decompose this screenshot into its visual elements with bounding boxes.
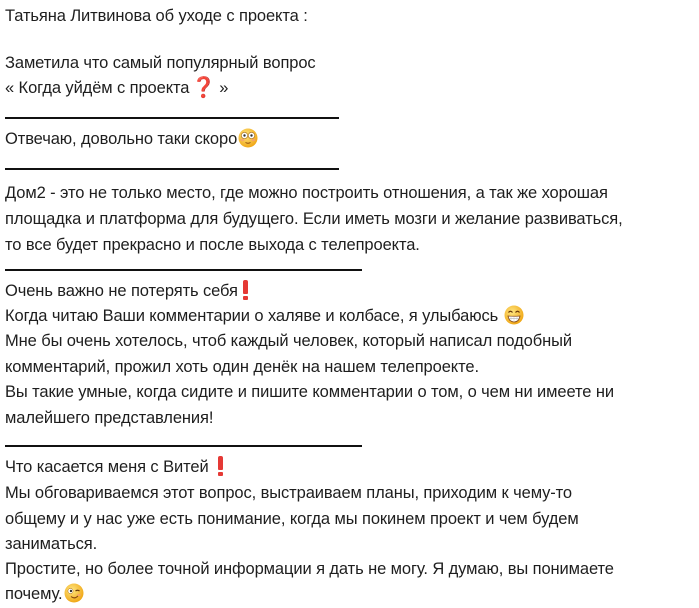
intro-quote-close: » xyxy=(219,79,229,97)
dom2-line-3: то все будет прекрасно и после выхода с телепроекта. xyxy=(5,236,420,254)
red-question-icon: ❓ xyxy=(191,77,217,99)
smart-line-1: Вы такие умные, когда сидите и пишите комментарии о том, о чем ни имеете ни xyxy=(5,383,614,401)
plans-line-3: заниматься. xyxy=(5,535,98,553)
wish-line-2: комментарий, прожил хоть один денёк на нашем телепроекте. xyxy=(5,358,479,376)
divider xyxy=(5,269,362,271)
comments-text: Когда читаю Ваши комментарии о халяве и колбасе, я улыбаюсь xyxy=(5,307,499,325)
divider xyxy=(5,445,362,447)
plans-line-2: общему и у нас уже есть понимание, когда мы покинем проект и чем будем xyxy=(5,510,579,528)
intro-line-2 xyxy=(5,77,228,99)
intro-quote-text: « Когда уйдём с проекта xyxy=(5,79,190,97)
plans-line-1: Мы обговариваемся этот вопрос, выстраиваем планы, приходим к чему-то xyxy=(5,484,573,502)
answer-line xyxy=(5,128,258,150)
sorry-text: почему. xyxy=(5,585,63,603)
intro-line-1: Заметила что самый популярный вопрос xyxy=(5,54,316,72)
wish-line-1: Мне бы очень хотелось, чтоб каждый человек, который написал подобный xyxy=(5,332,572,350)
winking-face-icon xyxy=(64,583,84,603)
flushed-face-icon xyxy=(238,128,258,148)
post-title: Татьяна Литвинова об уходе с проекта : xyxy=(5,7,308,25)
red-exclamation-icon xyxy=(218,456,223,476)
grinning-face-icon xyxy=(504,305,524,325)
sorry-line-1: Простите, но более точной информации я дать не могу. Я думаю, вы понимаете xyxy=(5,560,614,578)
answer-text: Отвечаю, довольно таки скоро xyxy=(5,130,238,148)
vitya-text: Что касается меня с Витей xyxy=(5,458,209,476)
smart-line-2: малейшего представления! xyxy=(5,409,214,427)
important-text: Очень важно не потерять себя xyxy=(5,282,238,300)
dom2-line-2: площадка и платформа для будущего. Если иметь мозги и желание развиваться, xyxy=(5,210,623,228)
dom2-line-1: Дом2 - это не только место, где можно построить отношения, а так же хорошая xyxy=(5,184,608,202)
comments-line xyxy=(5,305,524,327)
divider xyxy=(5,117,339,119)
sorry-line-2 xyxy=(5,583,84,605)
red-exclamation-icon xyxy=(243,280,248,300)
divider xyxy=(5,168,339,170)
important-line xyxy=(5,280,248,302)
vitya-line xyxy=(5,456,223,478)
